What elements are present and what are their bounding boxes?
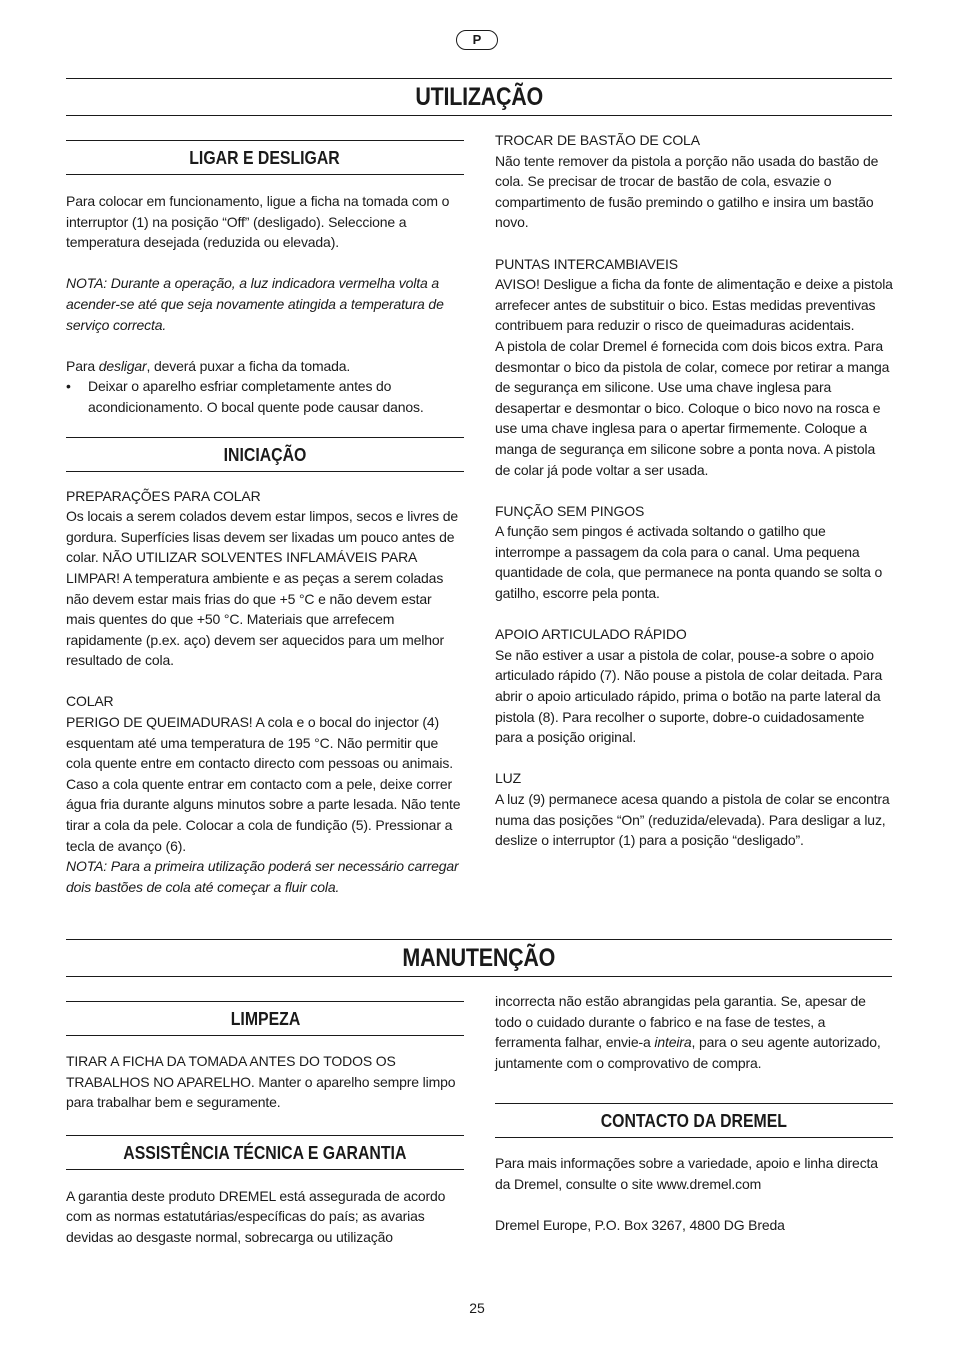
iniciacao-subheading-preparacoes: PREPARAÇÕES PARA COLAR: [66, 487, 261, 504]
heading-limpeza: LIMPEZA: [66, 1001, 464, 1036]
page-number: 25: [469, 1300, 485, 1316]
assistencia-paragraph-1: A garantia deste produto DREMEL está assegurada de acordo com as normas estatutárias/específicas do país; as avarias devidas ao desgaste normal, sobrecarga ou utilização: [66, 1187, 446, 1245]
ligar-desligar-text: Para desligar, deverá puxar a ficha da tomada.: [66, 357, 351, 374]
paragraph-apoio: Se não estiver a usar a pistola de colar, pouse-a sobre o apoio articulado rápido (7). Não pouse a pistola de colar deitada. Para abrir o apoio articulado rápido, prima o botão na parte lateral da pistola (8). Para recolher o suporte, dobre-o cuidadosamente para a posição original.: [495, 646, 883, 746]
heading-contacto: CONTACTO DA DREMEL: [495, 1103, 893, 1138]
paragraph-puntas-bicos: A pistola de colar Dremel é fornecida com dois bicos extra. Para desmontar o bico da pistola de colar, comece por retirar a manga de segurança em silicone. Use uma chave inglesa para desapertar e desmontar o bico. Coloque o bico novo na rosca e use uma chave inglesa para o apertar firmemente. Coloque a manga de segurança em silicone sobre a ponta nova. A pistola de colar já pode voltar a ser usada.: [495, 337, 890, 478]
heading-ligar-desligar: LIGAR E DESLIGAR: [66, 140, 464, 175]
iniciacao-paragraph-colar: PERIGO DE QUEIMADURAS! A cola e o bocal do injector (4) esquentam até uma temperatura de 195 °C. Não permitir que cola quente entre em contacto directo com pessoas ou animais. Caso a cola quente entrar em contacto com a pele, deixe correr água fria durante alguns minutos sobre a parte lesada. Não tente tirar a cola da pele. Colocar a cola de fundição (5). Pressionar a tecla de avanço (6).: [66, 714, 461, 854]
paragraph-trocar-bastao: Não tente remover da pistola a porção não usada do bastão de cola. Se precisar de trocar de bastão de cola, esvazie o compartimento de fusão premindo o gatilho e insira um bastão novo.: [495, 152, 879, 231]
subheading-trocar-bastao: TROCAR DE BASTÃO DE COLA: [495, 132, 700, 148]
subheading-luz: LUZ: [495, 770, 521, 787]
subheading-apoio: APOIO ARTICULADO RÁPIDO: [495, 626, 687, 643]
paragraph-sem-pingos: A função sem pingos é activada soltando o gatilho que interrompe a passagem da cola para o canal. Uma pequena quantidade de cola, que permanece na ponta quando se solta o gatilho, escorre pela ponta.: [495, 523, 883, 602]
heading-assistencia: ASSISTÊNCIA TÉCNICA E GARANTIA: [66, 1135, 464, 1170]
section-title-utilizacao: UTILIZAÇÃO: [66, 78, 892, 116]
paragraph-luz: A luz (9) permanece acesa quando a pistola de colar se encontra numa das posições “On” (reduzida/elevada). Para desligar a luz, deslize o interruptor (1) para a posição “desligado”.: [495, 791, 890, 849]
list-item: • Deixar o aparelho esfriar completamente antes do acondicionamento. O bocal quente pode causar danos.: [66, 376, 464, 417]
iniciacao-subheading-colar: COLAR: [66, 693, 114, 710]
subheading-sem-pingos: FUNÇÃO SEM PINGOS: [495, 502, 645, 519]
ligar-bullet-list: [66, 376, 464, 417]
left-column-manutencao: [66, 1001, 464, 1248]
contacto-paragraph-1: Para mais informações sobre a variedade, apoio e linha directa da Dremel, consulte o site www.dremel.com: [495, 1155, 878, 1192]
left-column-utilizacao: [66, 140, 464, 897]
iniciacao-nota: NOTA: Para a primeira utilização poderá ser necessário carregar dois bastões de cola até começar a fluir cola.: [66, 858, 459, 895]
right-column-manutencao: [495, 991, 893, 1236]
heading-iniciacao: INICIAÇÃO: [66, 437, 464, 472]
right-column-utilizacao: [495, 130, 893, 851]
ligar-nota: NOTA: Durante a operação, a luz indicadora vermelha volta a acender-se até que seja novamente atingida a temperatura de serviço correcta.: [66, 275, 444, 333]
contacto-address: Dremel Europe, P.O. Box 3267, 4800 DG Breda: [495, 1217, 785, 1234]
section-title-manutencao: MANUTENÇÃO: [66, 939, 892, 977]
paragraph-puntas-aviso: AVISO! Desligue a ficha da fonte de alimentação e deixe a pistola arrefecer antes de substituir o bico. Estas medidas preventivas contribuem para reduzir o risco de queimaduras acidentais.: [495, 276, 893, 334]
limpeza-paragraph: TIRAR A FICHA DA TOMADA ANTES DO TODOS OS TRABALHOS NO APARELHO. Manter o aparelho sempre limpo para trabalhar bem e seguramente.: [66, 1053, 456, 1111]
language-badge: P: [456, 30, 498, 50]
ligar-paragraph: Para colocar em funcionamento, ligue a ficha na tomada com o interruptor (1) na posição “Off” (desligado). Seleccione a temperatura desejada (reduzida ou elevada).: [66, 193, 450, 251]
assistencia-paragraph-2: incorrecta não estão abrangidas pela garantia. Se, apesar de todo o cuidado durante o fabrico e na fase de testes, a ferramenta falhar, envie-a inteira, para o seu agente autorizado, juntamente com o comprovativo de compra.: [495, 993, 881, 1071]
iniciacao-paragraph-preparacoes: Os locais a serem colados devem estar limpos, secos e livres de gordura. Superfícies lisas devem ser lixadas um pouco antes de colar. NÃO UTILIZAR SOLVENTES INFLAMÁVEIS PARA LIMPAR! A temperatura ambiente e as peças a serem coladas não devem estar mais frias do que +5 °C e não devem estar mais quentes do que +50 °C. Materiais que arrefecem rapidamente (p.ex. aço) devem ser aquecidos para um melhor resultado de cola.: [66, 508, 459, 669]
subheading-puntas: PUNTAS INTERCAMBIAVEIS: [495, 255, 678, 272]
